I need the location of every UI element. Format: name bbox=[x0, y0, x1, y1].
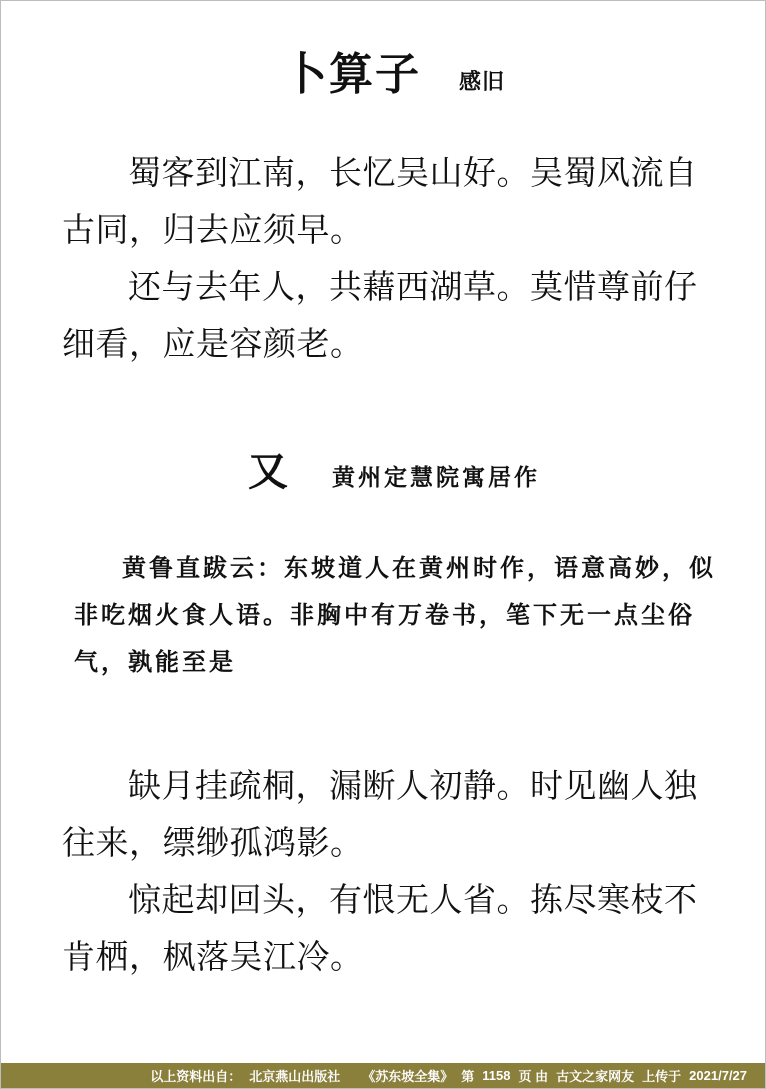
poem2-stanza-2: 惊起却回头，有恨无人省。拣尽寒枝不肯栖，枫落吴江冷。 bbox=[62, 880, 698, 976]
poem2-commentary: 黄鲁直跋云：东坡道人在黄州时作，语意高妙，似非吃烟火食人语。非胸中有万卷书，笔下无一点尘俗气，孰能至是 bbox=[74, 553, 716, 676]
poem1-title: 卜算子 bbox=[282, 49, 421, 100]
poem2-subtitle: 黄州定慧院寓居作 bbox=[332, 464, 540, 491]
poem1-heading bbox=[62, 38, 726, 100]
source-footer bbox=[1, 1063, 765, 1088]
poem2-title: 又 bbox=[248, 448, 290, 495]
footer-page-suffix: 页 由 bbox=[518, 1069, 549, 1084]
footer-page-prefix: 第 bbox=[461, 1069, 475, 1084]
poem2-body bbox=[62, 757, 726, 985]
document-page bbox=[62, 38, 726, 985]
poem1-body bbox=[62, 144, 726, 372]
poem1-subtitle: 感旧 bbox=[458, 69, 505, 95]
poem2-stanza-1: 缺月挂疏桐，漏断人初静。时见幽人独往来，缥缈孤鸿影。 bbox=[62, 766, 698, 862]
footer-uploader[interactable]: 古文之家网友 bbox=[556, 1069, 635, 1084]
footer-publisher: 北京燕山出版社 bbox=[249, 1069, 341, 1084]
footer-uploaded-label: 上传于 bbox=[642, 1069, 682, 1084]
poem1-stanza-1: 蜀客到江南，长忆吴山好。吴蜀风流自古同，归去应须早。 bbox=[62, 153, 698, 249]
footer-book: 《苏东坡全集》 bbox=[362, 1069, 454, 1084]
poem1-stanza-2: 还与去年人，共藉西湖草。莫惜尊前仔细看，应是容颜老。 bbox=[62, 267, 698, 363]
footer-date: 2021/7/27 bbox=[689, 1068, 747, 1083]
poem2-heading bbox=[62, 440, 726, 495]
footer-source-label: 以上资料出自： bbox=[150, 1069, 242, 1084]
footer-page-number: 1158 bbox=[482, 1068, 511, 1083]
